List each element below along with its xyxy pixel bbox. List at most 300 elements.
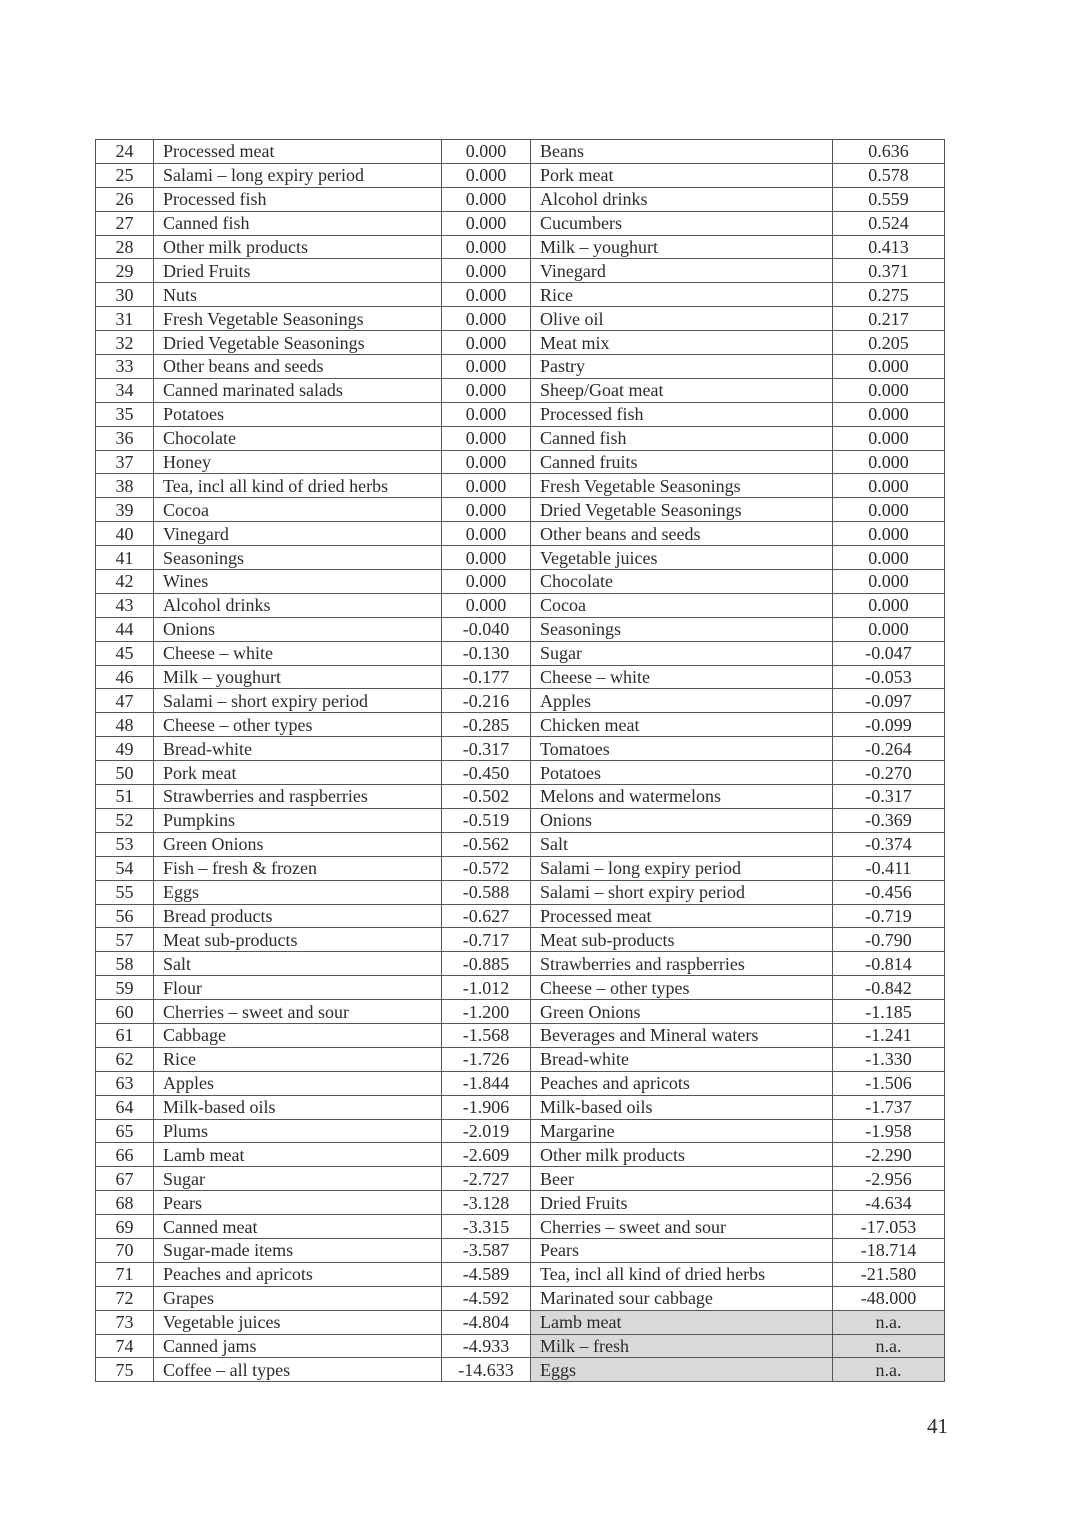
table-row — [96, 593, 945, 617]
value-a-cell: -0.450 — [442, 761, 531, 785]
item-b-cell: Other milk products — [531, 1143, 833, 1167]
rank-cell: 53 — [96, 832, 154, 856]
value-a-cell: 0.000 — [442, 593, 531, 617]
item-a-cell: Dried Vegetable Seasonings — [154, 331, 442, 355]
value-b-cell: -0.270 — [833, 761, 945, 785]
table-row — [96, 1334, 945, 1358]
value-a-cell: -2.019 — [442, 1119, 531, 1143]
item-b-cell: Chicken meat — [531, 713, 833, 737]
item-b-cell: Onions — [531, 808, 833, 832]
rank-cell: 41 — [96, 546, 154, 570]
table-row — [96, 187, 945, 211]
item-a-cell: Wines — [154, 570, 442, 594]
item-b-cell: Cheese – other types — [531, 976, 833, 1000]
item-a-cell: Cheese – white — [154, 641, 442, 665]
value-b-cell: n.a. — [833, 1334, 945, 1358]
item-a-cell: Canned meat — [154, 1215, 442, 1239]
value-a-cell: -3.587 — [442, 1238, 531, 1262]
rank-cell: 50 — [96, 761, 154, 785]
page-number: 41 — [927, 1414, 948, 1438]
item-b-cell: Peaches and apricots — [531, 1071, 833, 1095]
value-b-cell: -1.737 — [833, 1095, 945, 1119]
item-a-cell: Tea, incl all kind of dried herbs — [154, 474, 442, 498]
item-a-cell: Milk – youghurt — [154, 665, 442, 689]
value-a-cell: 0.000 — [442, 522, 531, 546]
rank-cell: 66 — [96, 1143, 154, 1167]
item-b-cell: Apples — [531, 689, 833, 713]
rank-cell: 73 — [96, 1310, 154, 1334]
value-a-cell: -1.726 — [442, 1047, 531, 1071]
value-a-cell: 0.000 — [442, 402, 531, 426]
table-row — [96, 474, 945, 498]
rank-cell: 46 — [96, 665, 154, 689]
item-b-cell: Bread-white — [531, 1047, 833, 1071]
rank-cell: 61 — [96, 1023, 154, 1047]
table-row — [96, 140, 945, 164]
rank-cell: 38 — [96, 474, 154, 498]
rank-cell: 52 — [96, 808, 154, 832]
value-b-cell: 0.000 — [833, 402, 945, 426]
value-b-cell: n.a. — [833, 1358, 945, 1382]
item-a-cell: Sugar — [154, 1167, 442, 1191]
value-b-cell: 0.524 — [833, 211, 945, 235]
item-b-cell: Processed fish — [531, 402, 833, 426]
table-row — [96, 808, 945, 832]
value-b-cell: -0.456 — [833, 880, 945, 904]
item-b-cell: Margarine — [531, 1119, 833, 1143]
item-a-cell: Green Onions — [154, 832, 442, 856]
value-b-cell: -48.000 — [833, 1286, 945, 1310]
item-a-cell: Other milk products — [154, 235, 442, 259]
rank-cell: 69 — [96, 1215, 154, 1239]
value-a-cell: -1.568 — [442, 1023, 531, 1047]
item-a-cell: Milk-based oils — [154, 1095, 442, 1119]
table-row — [96, 1143, 945, 1167]
item-a-cell: Strawberries and raspberries — [154, 785, 442, 809]
value-a-cell: -0.562 — [442, 832, 531, 856]
table-row — [96, 235, 945, 259]
item-b-cell: Marinated sour cabbage — [531, 1286, 833, 1310]
rank-cell: 30 — [96, 283, 154, 307]
table-row — [96, 1000, 945, 1024]
item-a-cell: Vinegard — [154, 522, 442, 546]
value-a-cell: -0.216 — [442, 689, 531, 713]
table-row — [96, 378, 945, 402]
table-row — [96, 1238, 945, 1262]
value-a-cell: -0.040 — [442, 617, 531, 641]
value-a-cell: -0.502 — [442, 785, 531, 809]
item-a-cell: Flour — [154, 976, 442, 1000]
value-a-cell: 0.000 — [442, 307, 531, 331]
rank-cell: 65 — [96, 1119, 154, 1143]
rank-cell: 68 — [96, 1191, 154, 1215]
table-row — [96, 737, 945, 761]
value-b-cell: 0.275 — [833, 283, 945, 307]
item-a-cell: Lamb meat — [154, 1143, 442, 1167]
table-row — [96, 1023, 945, 1047]
value-b-cell: 0.559 — [833, 187, 945, 211]
value-b-cell: -0.411 — [833, 856, 945, 880]
item-a-cell: Peaches and apricots — [154, 1262, 442, 1286]
value-b-cell: -0.317 — [833, 785, 945, 809]
rank-cell: 28 — [96, 235, 154, 259]
item-b-cell: Olive oil — [531, 307, 833, 331]
table-row — [96, 426, 945, 450]
rank-cell: 56 — [96, 904, 154, 928]
value-a-cell: -0.317 — [442, 737, 531, 761]
item-b-cell: Rice — [531, 283, 833, 307]
value-a-cell: -0.588 — [442, 880, 531, 904]
item-b-cell: Pears — [531, 1238, 833, 1262]
item-b-cell: Salami – short expiry period — [531, 880, 833, 904]
value-a-cell: 0.000 — [442, 163, 531, 187]
item-b-cell: Alcohol drinks — [531, 187, 833, 211]
item-b-cell: Green Onions — [531, 1000, 833, 1024]
item-b-cell: Sugar — [531, 641, 833, 665]
rank-cell: 45 — [96, 641, 154, 665]
item-a-cell: Bread products — [154, 904, 442, 928]
table-row — [96, 832, 945, 856]
item-a-cell: Potatoes — [154, 402, 442, 426]
item-a-cell: Vegetable juices — [154, 1310, 442, 1334]
value-b-cell: 0.000 — [833, 378, 945, 402]
value-a-cell: -4.804 — [442, 1310, 531, 1334]
value-b-cell: -1.958 — [833, 1119, 945, 1143]
table-row — [96, 1262, 945, 1286]
table-row — [96, 1071, 945, 1095]
value-a-cell: -0.885 — [442, 952, 531, 976]
value-b-cell: -0.369 — [833, 808, 945, 832]
table-row — [96, 641, 945, 665]
value-b-cell: -0.264 — [833, 737, 945, 761]
value-b-cell: -4.634 — [833, 1191, 945, 1215]
value-b-cell: -0.099 — [833, 713, 945, 737]
value-b-cell: 0.000 — [833, 593, 945, 617]
value-b-cell: -0.814 — [833, 952, 945, 976]
table-row — [96, 283, 945, 307]
item-a-cell: Rice — [154, 1047, 442, 1071]
table-row — [96, 1215, 945, 1239]
value-a-cell: -1.012 — [442, 976, 531, 1000]
rank-cell: 75 — [96, 1358, 154, 1382]
value-a-cell: 0.000 — [442, 474, 531, 498]
value-a-cell: 0.000 — [442, 187, 531, 211]
rank-cell: 74 — [96, 1334, 154, 1358]
rank-cell: 34 — [96, 378, 154, 402]
item-a-cell: Grapes — [154, 1286, 442, 1310]
rank-cell: 35 — [96, 402, 154, 426]
value-a-cell: 0.000 — [442, 331, 531, 355]
value-b-cell: 0.000 — [833, 498, 945, 522]
table-body — [96, 140, 945, 1382]
table-row — [96, 307, 945, 331]
rank-cell: 39 — [96, 498, 154, 522]
value-a-cell: -0.285 — [442, 713, 531, 737]
table-row — [96, 498, 945, 522]
value-b-cell: 0.371 — [833, 259, 945, 283]
value-b-cell: -0.719 — [833, 904, 945, 928]
item-a-cell: Pears — [154, 1191, 442, 1215]
item-b-cell: Tea, incl all kind of dried herbs — [531, 1262, 833, 1286]
value-a-cell: -2.727 — [442, 1167, 531, 1191]
item-a-cell: Onions — [154, 617, 442, 641]
value-b-cell: 0.000 — [833, 355, 945, 379]
item-b-cell: Beverages and Mineral waters — [531, 1023, 833, 1047]
value-b-cell: 0.217 — [833, 307, 945, 331]
rank-cell: 44 — [96, 617, 154, 641]
table-row — [96, 570, 945, 594]
value-b-cell: -17.053 — [833, 1215, 945, 1239]
item-b-cell: Beer — [531, 1167, 833, 1191]
item-a-cell: Eggs — [154, 880, 442, 904]
rank-cell: 54 — [96, 856, 154, 880]
value-b-cell: -18.714 — [833, 1238, 945, 1262]
table-row — [96, 1310, 945, 1334]
value-a-cell: 0.000 — [442, 355, 531, 379]
table-row — [96, 1119, 945, 1143]
rank-cell: 26 — [96, 187, 154, 211]
table-row — [96, 1191, 945, 1215]
rank-cell: 59 — [96, 976, 154, 1000]
value-b-cell: 0.000 — [833, 450, 945, 474]
value-a-cell: 0.000 — [442, 283, 531, 307]
item-a-cell: Cabbage — [154, 1023, 442, 1047]
item-b-cell: Cucumbers — [531, 211, 833, 235]
value-a-cell: 0.000 — [442, 426, 531, 450]
value-a-cell: 0.000 — [442, 211, 531, 235]
table-row — [96, 785, 945, 809]
item-a-cell: Pumpkins — [154, 808, 442, 832]
value-a-cell: 0.000 — [442, 259, 531, 283]
rank-cell: 57 — [96, 928, 154, 952]
value-a-cell: -0.627 — [442, 904, 531, 928]
value-b-cell: -0.790 — [833, 928, 945, 952]
item-b-cell: Cherries – sweet and sour — [531, 1215, 833, 1239]
rank-cell: 32 — [96, 331, 154, 355]
value-a-cell: 0.000 — [442, 140, 531, 164]
rank-cell: 58 — [96, 952, 154, 976]
rank-cell: 47 — [96, 689, 154, 713]
item-b-cell: Beans — [531, 140, 833, 164]
item-b-cell: Seasonings — [531, 617, 833, 641]
value-b-cell: -2.290 — [833, 1143, 945, 1167]
item-a-cell: Canned jams — [154, 1334, 442, 1358]
rank-cell: 29 — [96, 259, 154, 283]
item-b-cell: Potatoes — [531, 761, 833, 785]
item-b-cell: Strawberries and raspberries — [531, 952, 833, 976]
item-b-cell: Milk – fresh — [531, 1334, 833, 1358]
value-b-cell: 0.205 — [833, 331, 945, 355]
item-b-cell: Fresh Vegetable Seasonings — [531, 474, 833, 498]
item-a-cell: Apples — [154, 1071, 442, 1095]
table-row — [96, 976, 945, 1000]
table-row — [96, 1167, 945, 1191]
item-a-cell: Cherries – sweet and sour — [154, 1000, 442, 1024]
rank-cell: 51 — [96, 785, 154, 809]
item-a-cell: Plums — [154, 1119, 442, 1143]
item-a-cell: Salami – long expiry period — [154, 163, 442, 187]
item-b-cell: Canned fish — [531, 426, 833, 450]
rank-cell: 72 — [96, 1286, 154, 1310]
table-row — [96, 546, 945, 570]
rank-cell: 40 — [96, 522, 154, 546]
table-row — [96, 689, 945, 713]
value-b-cell: 0.413 — [833, 235, 945, 259]
table-row — [96, 522, 945, 546]
item-a-cell: Canned marinated salads — [154, 378, 442, 402]
item-b-cell: Processed meat — [531, 904, 833, 928]
value-a-cell: -3.128 — [442, 1191, 531, 1215]
rank-cell: 60 — [96, 1000, 154, 1024]
value-a-cell: -4.592 — [442, 1286, 531, 1310]
value-a-cell: -1.906 — [442, 1095, 531, 1119]
value-b-cell: n.a. — [833, 1310, 945, 1334]
item-a-cell: Fish – fresh & frozen — [154, 856, 442, 880]
item-a-cell: Cocoa — [154, 498, 442, 522]
data-table — [95, 139, 945, 1382]
item-a-cell: Honey — [154, 450, 442, 474]
item-b-cell: Chocolate — [531, 570, 833, 594]
table-row — [96, 856, 945, 880]
value-b-cell: -1.506 — [833, 1071, 945, 1095]
value-a-cell: 0.000 — [442, 450, 531, 474]
table-row — [96, 713, 945, 737]
table-row — [96, 1095, 945, 1119]
item-a-cell: Salami – short expiry period — [154, 689, 442, 713]
rank-cell: 25 — [96, 163, 154, 187]
rank-cell: 36 — [96, 426, 154, 450]
item-a-cell: Salt — [154, 952, 442, 976]
value-b-cell: 0.000 — [833, 522, 945, 546]
table-row — [96, 928, 945, 952]
item-a-cell: Dried Fruits — [154, 259, 442, 283]
table-row — [96, 331, 945, 355]
value-b-cell: -1.330 — [833, 1047, 945, 1071]
rank-cell: 49 — [96, 737, 154, 761]
value-a-cell: -0.572 — [442, 856, 531, 880]
item-a-cell: Meat sub-products — [154, 928, 442, 952]
rank-cell: 67 — [96, 1167, 154, 1191]
table-row — [96, 761, 945, 785]
value-a-cell: 0.000 — [442, 546, 531, 570]
table-row — [96, 1286, 945, 1310]
rank-cell: 37 — [96, 450, 154, 474]
table-row — [96, 163, 945, 187]
table-row — [96, 617, 945, 641]
value-b-cell: -21.580 — [833, 1262, 945, 1286]
rank-cell: 33 — [96, 355, 154, 379]
item-b-cell: Milk – youghurt — [531, 235, 833, 259]
value-a-cell: -0.130 — [442, 641, 531, 665]
value-b-cell: 0.000 — [833, 474, 945, 498]
item-b-cell: Other beans and seeds — [531, 522, 833, 546]
item-a-cell: Canned fish — [154, 211, 442, 235]
value-a-cell: -2.609 — [442, 1143, 531, 1167]
value-a-cell: -4.933 — [442, 1334, 531, 1358]
table-row — [96, 904, 945, 928]
item-b-cell: Sheep/Goat meat — [531, 378, 833, 402]
item-a-cell: Chocolate — [154, 426, 442, 450]
item-b-cell: Vegetable juices — [531, 546, 833, 570]
table-row — [96, 355, 945, 379]
rank-cell: 62 — [96, 1047, 154, 1071]
table-row — [96, 1358, 945, 1382]
item-b-cell: Salami – long expiry period — [531, 856, 833, 880]
value-a-cell: 0.000 — [442, 498, 531, 522]
rank-cell: 63 — [96, 1071, 154, 1095]
rank-cell: 27 — [96, 211, 154, 235]
value-a-cell: -3.315 — [442, 1215, 531, 1239]
value-a-cell: -4.589 — [442, 1262, 531, 1286]
item-b-cell: Dried Fruits — [531, 1191, 833, 1215]
value-b-cell: -0.047 — [833, 641, 945, 665]
value-b-cell: -0.842 — [833, 976, 945, 1000]
value-b-cell: 0.000 — [833, 570, 945, 594]
item-b-cell: Eggs — [531, 1358, 833, 1382]
rank-cell: 70 — [96, 1238, 154, 1262]
table-row — [96, 880, 945, 904]
value-a-cell: -0.177 — [442, 665, 531, 689]
value-b-cell: 0.636 — [833, 140, 945, 164]
item-b-cell: Meat sub-products — [531, 928, 833, 952]
item-a-cell: Alcohol drinks — [154, 593, 442, 617]
item-b-cell: Pastry — [531, 355, 833, 379]
value-b-cell: 0.000 — [833, 426, 945, 450]
rank-cell: 43 — [96, 593, 154, 617]
item-b-cell: Canned fruits — [531, 450, 833, 474]
item-b-cell: Dried Vegetable Seasonings — [531, 498, 833, 522]
item-a-cell: Pork meat — [154, 761, 442, 785]
value-a-cell: -0.717 — [442, 928, 531, 952]
value-b-cell: -0.374 — [833, 832, 945, 856]
rank-cell: 31 — [96, 307, 154, 331]
table-row — [96, 259, 945, 283]
value-b-cell: 0.000 — [833, 617, 945, 641]
item-b-cell: Cocoa — [531, 593, 833, 617]
item-b-cell: Milk-based oils — [531, 1095, 833, 1119]
rank-cell: 71 — [96, 1262, 154, 1286]
item-a-cell: Other beans and seeds — [154, 355, 442, 379]
item-a-cell: Fresh Vegetable Seasonings — [154, 307, 442, 331]
item-a-cell: Nuts — [154, 283, 442, 307]
rank-cell: 42 — [96, 570, 154, 594]
item-a-cell: Processed meat — [154, 140, 442, 164]
rank-cell: 48 — [96, 713, 154, 737]
item-a-cell: Cheese – other types — [154, 713, 442, 737]
rank-cell: 64 — [96, 1095, 154, 1119]
value-a-cell: -14.633 — [442, 1358, 531, 1382]
value-b-cell: 0.578 — [833, 163, 945, 187]
rank-cell: 24 — [96, 140, 154, 164]
value-b-cell: -0.053 — [833, 665, 945, 689]
value-a-cell: 0.000 — [442, 235, 531, 259]
table-row — [96, 450, 945, 474]
item-b-cell: Pork meat — [531, 163, 833, 187]
value-b-cell: -1.241 — [833, 1023, 945, 1047]
value-a-cell: -0.519 — [442, 808, 531, 832]
table-row — [96, 211, 945, 235]
rank-cell: 55 — [96, 880, 154, 904]
item-b-cell: Cheese – white — [531, 665, 833, 689]
item-a-cell: Sugar-made items — [154, 1238, 442, 1262]
table-row — [96, 402, 945, 426]
value-a-cell: 0.000 — [442, 570, 531, 594]
item-b-cell: Vinegard — [531, 259, 833, 283]
value-b-cell: -1.185 — [833, 1000, 945, 1024]
value-b-cell: -0.097 — [833, 689, 945, 713]
table-row — [96, 1047, 945, 1071]
value-a-cell: 0.000 — [442, 378, 531, 402]
